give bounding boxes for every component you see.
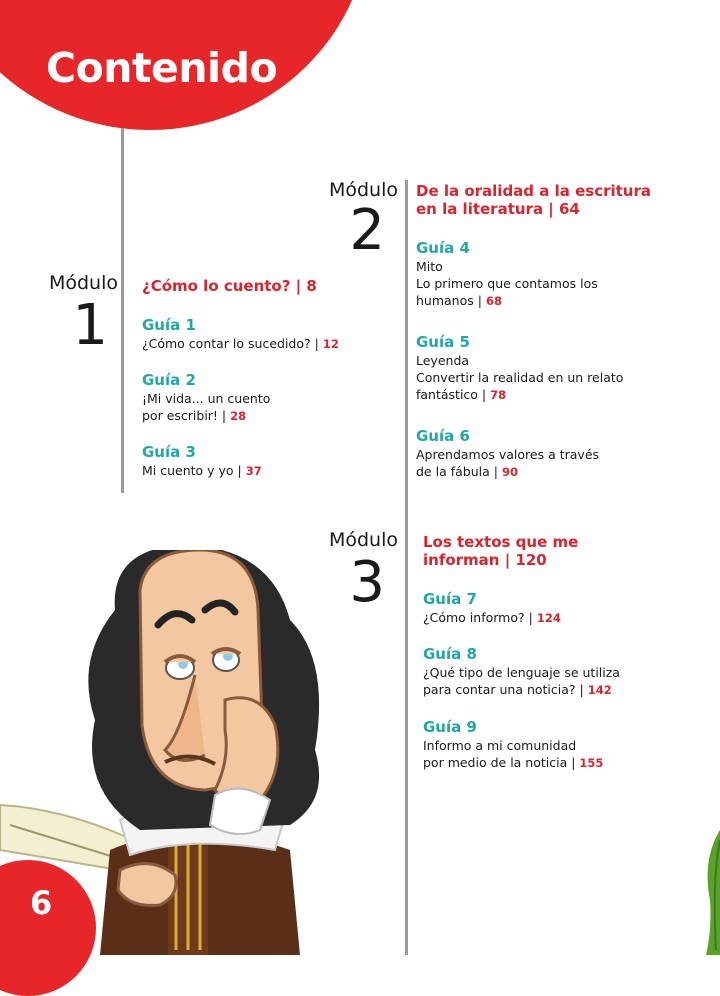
- guide-5-label: Guía 5: [416, 333, 470, 351]
- guide-7-description: ¿Cómo informo? | 124: [423, 610, 561, 625]
- guide-6-description: Aprendamos valores a través de la fábula | 90: [416, 447, 600, 479]
- guide-9-page: 155: [579, 756, 604, 770]
- guide-9-description: Informo a mi comunidad por medio de la noticia | 155: [423, 738, 604, 770]
- guide-8-label: Guía 8: [423, 645, 477, 663]
- module-2-title: [416, 182, 651, 218]
- page-number: 6: [30, 884, 53, 922]
- guide-4-description: Mito Lo primero que contamos los humanos | 68: [416, 259, 598, 308]
- guide-1-description: ¿Cómo contar lo sucedido? | 12: [142, 336, 339, 351]
- module-3-title-line-2: informan | 120: [423, 551, 547, 569]
- module-2-title-line-1: De la oralidad a la escritura: [416, 182, 651, 200]
- guide-6[interactable]: [416, 427, 599, 481]
- module-1-label: Módulo: [48, 272, 118, 294]
- guide-2[interactable]: [142, 371, 270, 425]
- guide-4-page: 68: [485, 294, 502, 308]
- guide-2-page: 28: [230, 409, 247, 423]
- guide-9-label: Guía 9: [423, 718, 477, 736]
- module-3-title-line-1: Los textos que me: [423, 533, 579, 551]
- guide-6-page: 90: [501, 465, 518, 479]
- module-1-title: [142, 277, 317, 295]
- module-3-number: 3: [349, 550, 385, 615]
- guide-5[interactable]: [416, 333, 623, 404]
- guide-1[interactable]: [142, 316, 339, 353]
- guide-8-page: 142: [587, 683, 612, 697]
- guide-7-page: 124: [536, 611, 561, 625]
- leaf-illustration: [700, 830, 720, 955]
- module-1-title-line-1: ¿Cómo lo cuento? | 8: [142, 277, 317, 295]
- module-1-number: 1: [72, 293, 108, 358]
- guide-8[interactable]: [423, 645, 620, 699]
- module-1-divider: [121, 128, 124, 493]
- module-2-number: 2: [349, 198, 385, 263]
- guide-7-label: Guía 7: [423, 590, 477, 608]
- guide-3[interactable]: [142, 443, 262, 480]
- guide-9[interactable]: [423, 718, 603, 772]
- page-title: Contenido: [46, 44, 278, 92]
- guide-3-description: Mi cuento y yo | 37: [142, 463, 262, 478]
- module-2-label: Módulo: [328, 179, 398, 201]
- guide-5-description: Leyenda Convertir la realidad en un relato fantástico | 78: [416, 353, 624, 402]
- module-2-divider: [405, 180, 408, 955]
- guide-4-label: Guía 4: [416, 239, 470, 257]
- guide-3-label: Guía 3: [142, 443, 196, 461]
- guide-1-page: 12: [322, 337, 339, 351]
- module-2-title-line-2: en la literatura | 64: [416, 200, 580, 218]
- guide-5-page: 78: [490, 388, 507, 402]
- guide-8-description: ¿Qué tipo de lenguaje se utiliza para contar una noticia? | 142: [423, 665, 620, 697]
- guide-2-description: ¡Mi vida... un cuento por escribir! | 28: [142, 391, 271, 423]
- guide-7[interactable]: [423, 590, 561, 627]
- guide-1-label: Guía 1: [142, 316, 196, 334]
- guide-2-label: Guía 2: [142, 371, 196, 389]
- guide-3-page: 37: [245, 464, 262, 478]
- module-3-title: [423, 533, 578, 569]
- guide-4[interactable]: [416, 239, 598, 310]
- module-3-label: Módulo: [328, 529, 398, 551]
- guide-6-label: Guía 6: [416, 427, 470, 445]
